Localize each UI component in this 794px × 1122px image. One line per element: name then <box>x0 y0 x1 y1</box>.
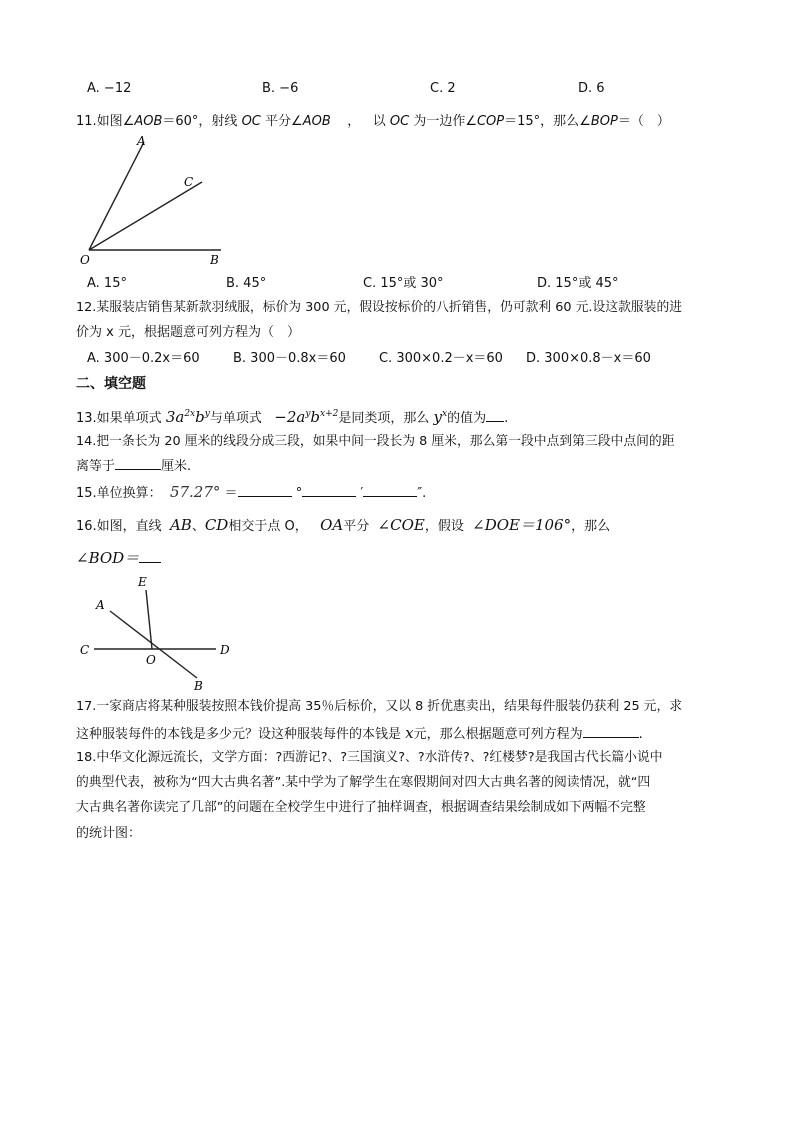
q15-minute-blank[interactable] <box>302 496 356 497</box>
q16-label-a: A <box>96 598 105 612</box>
q13-m1-exp2: y <box>204 409 210 419</box>
q16-label-e: E <box>138 575 147 589</box>
q10-option-d: D. 6 <box>578 81 605 96</box>
q13-answer-blank[interactable] <box>486 421 504 422</box>
q15-prefix: 15.单位换算： <box>76 486 162 501</box>
q13-m1-coef: 3a <box>165 408 185 426</box>
q13-middle: 与单项式 <box>209 411 262 426</box>
q13-m2-coef: −2a <box>274 408 306 426</box>
q16-figure <box>74 574 244 694</box>
q10-option-c: C. 2 <box>430 81 456 96</box>
q17-line-1: 17.一家商店将某种服装按照本钱价提高 35％后标价，又以 8 折优惠卖出，结果每件服装仍获利 25 元，求 <box>76 699 683 714</box>
q12-line-2: 价为 x 元，根据题意可列方程为（ ） <box>76 325 300 340</box>
q15-degree-blank[interactable] <box>238 496 292 497</box>
q13-m2-exp: x+2 <box>320 409 339 419</box>
q16-label-c: C <box>80 643 90 657</box>
q16-line-2 <box>76 551 161 566</box>
q17-line2-pre: 这种服装每件的本钱是多少元？设这种服装每件的本钱是 <box>76 727 402 742</box>
q13-m1-exp1: 2x <box>184 409 196 419</box>
q17-answer-blank[interactable] <box>583 737 639 738</box>
q12-option-d: D. 300×0.8－x＝60 <box>526 351 651 366</box>
q11-gap: ， <box>347 114 361 129</box>
q16-stem <box>76 518 610 533</box>
q16-angle-doe: ∠DOE＝106° <box>472 516 572 534</box>
q10-option-a: A. −12 <box>87 81 132 96</box>
q11-option-a: A. 15° <box>87 276 127 291</box>
q10-option-b: B. −6 <box>262 81 299 96</box>
q16-line-ab-line <box>110 611 197 678</box>
q14-line-2 <box>76 460 191 473</box>
q15-value: 57.27° <box>169 483 221 501</box>
q11-eq60: ＝60°，射线 <box>162 114 238 129</box>
q11-stem <box>76 115 670 128</box>
q11-label-a: A <box>137 134 146 148</box>
q13-end: . <box>504 411 509 426</box>
q11-side: 为一边作 <box>413 114 466 129</box>
q14-line2-pre: 离等于 <box>76 459 116 474</box>
q13-m1-b: b <box>195 408 205 426</box>
q13-monomial-1 <box>166 408 210 426</box>
q15-second-blank[interactable] <box>363 496 417 497</box>
q16-pre: 16.如图，直线 <box>76 519 162 534</box>
q11-angle-cop: ∠COP <box>465 114 505 129</box>
q11-option-c: C. 15°或 30° <box>363 276 444 291</box>
q11-ray-oc: OC <box>241 114 261 129</box>
q16-angle-coe: ∠COE <box>377 516 425 534</box>
q13-monomial-2 <box>274 408 338 426</box>
q16-angle-bod: ∠BOD＝ <box>76 549 140 567</box>
q16-line-ab: AB <box>169 516 192 534</box>
q14-line-1: 14.把一条长为 20 厘米的线段分成三段，如果中间一段长为 8 厘米，那么第一段中点到第三段中点间的距 <box>76 434 675 449</box>
q17-line2-post: 元，那么根据题意可列方程为 <box>413 727 583 742</box>
q13-prefix: 13.如果单项式 <box>76 411 162 426</box>
q15-min: ′ <box>360 486 364 501</box>
q11-ray-oc-2: OC <box>389 114 410 129</box>
q16-line-cd: CD <box>204 516 229 534</box>
q14-line2-post: 厘米. <box>161 459 192 474</box>
q17-line-2 <box>76 726 643 741</box>
q16-answer-blank[interactable] <box>139 562 161 563</box>
q13-tail: 的值为 <box>447 411 487 426</box>
q11-label-c: C <box>184 175 194 189</box>
q11-angle-aob-2: ∠AOB <box>291 114 331 129</box>
q16-ray-oa: OA <box>320 516 344 534</box>
q18-line-4: 的统计图： <box>76 826 142 841</box>
q13-y-power <box>434 408 448 426</box>
q11-option-d: D. 15°或 45° <box>537 276 619 291</box>
q15-sec: ″. <box>417 486 427 501</box>
q16-label-o: O <box>146 653 156 667</box>
q17-end: . <box>638 727 643 742</box>
q16-bisect: 平分 <box>343 519 370 534</box>
q11-eq15: ＝15°，那么 <box>504 114 580 129</box>
q16-assume: ，假设 <box>424 519 464 534</box>
q16-sep: 、 <box>191 519 205 534</box>
q11-figure <box>78 132 238 268</box>
q11-option-b: B. 45° <box>226 276 267 291</box>
q16-label-d: D <box>220 643 230 657</box>
q13-m2-b: b <box>310 408 321 426</box>
q16-mid: 相交于点 O， <box>228 519 308 534</box>
q11-label-b: B <box>210 253 219 267</box>
q15-stem <box>76 485 426 500</box>
q18-line-3: 大古典名著你读完了几部”的问题在全校学生中进行了抽样调查，根据调查结果绘制成如下两幅不完整 <box>76 800 646 815</box>
q14-answer-blank[interactable] <box>115 469 161 470</box>
section-title-fill-in: 二、填空题 <box>76 376 146 392</box>
q18-line-1: 18.中华文化源远流长，文学方面：?西游记?、?三国演义?、?水浒传?、?红楼梦?是我国古代长篇小说中 <box>76 750 663 765</box>
q11-bisect: 平分 <box>265 114 292 129</box>
q11-angle-bop: ∠BOP <box>579 114 618 129</box>
q16-then: ，那么 <box>571 519 611 534</box>
q12-option-c: C. 300×0.2－x＝60 <box>379 351 503 366</box>
q11-tail: ＝（ ） <box>617 114 670 129</box>
q17-var-x: x <box>405 724 414 742</box>
q13-m2-y: y <box>305 409 311 419</box>
q15-eq: ＝ <box>224 486 238 501</box>
q13-y: y <box>433 408 443 426</box>
q16-label-b: B <box>194 679 203 693</box>
q11-angle-aob: ∠AOB <box>122 114 163 129</box>
q15-deg: ° <box>295 486 303 501</box>
q12-option-a: A. 300－0.2x＝60 <box>87 351 200 366</box>
q13-y-exp: x <box>442 409 448 419</box>
q12-line-1: 12.某服装店销售某新款羽绒服，标价为 300 元，假设按标价的八折销售，仍可款利 60 元.设这款服装的进 <box>76 300 683 315</box>
q11-label-o: O <box>80 253 90 267</box>
q13-stem <box>76 410 508 425</box>
q18-line-2: 的典型代表，被称为“四大古典名著”.某中学为了解学生在寒假期间对四大古典名著的阅读情况，就“四 <box>76 775 651 790</box>
q11-prefix: 11.如图 <box>76 114 123 129</box>
q13-after: 是同类项，那么 <box>338 411 430 426</box>
q12-option-b: B. 300－0.8x＝60 <box>233 351 346 366</box>
q11-take: 以 <box>372 114 386 129</box>
